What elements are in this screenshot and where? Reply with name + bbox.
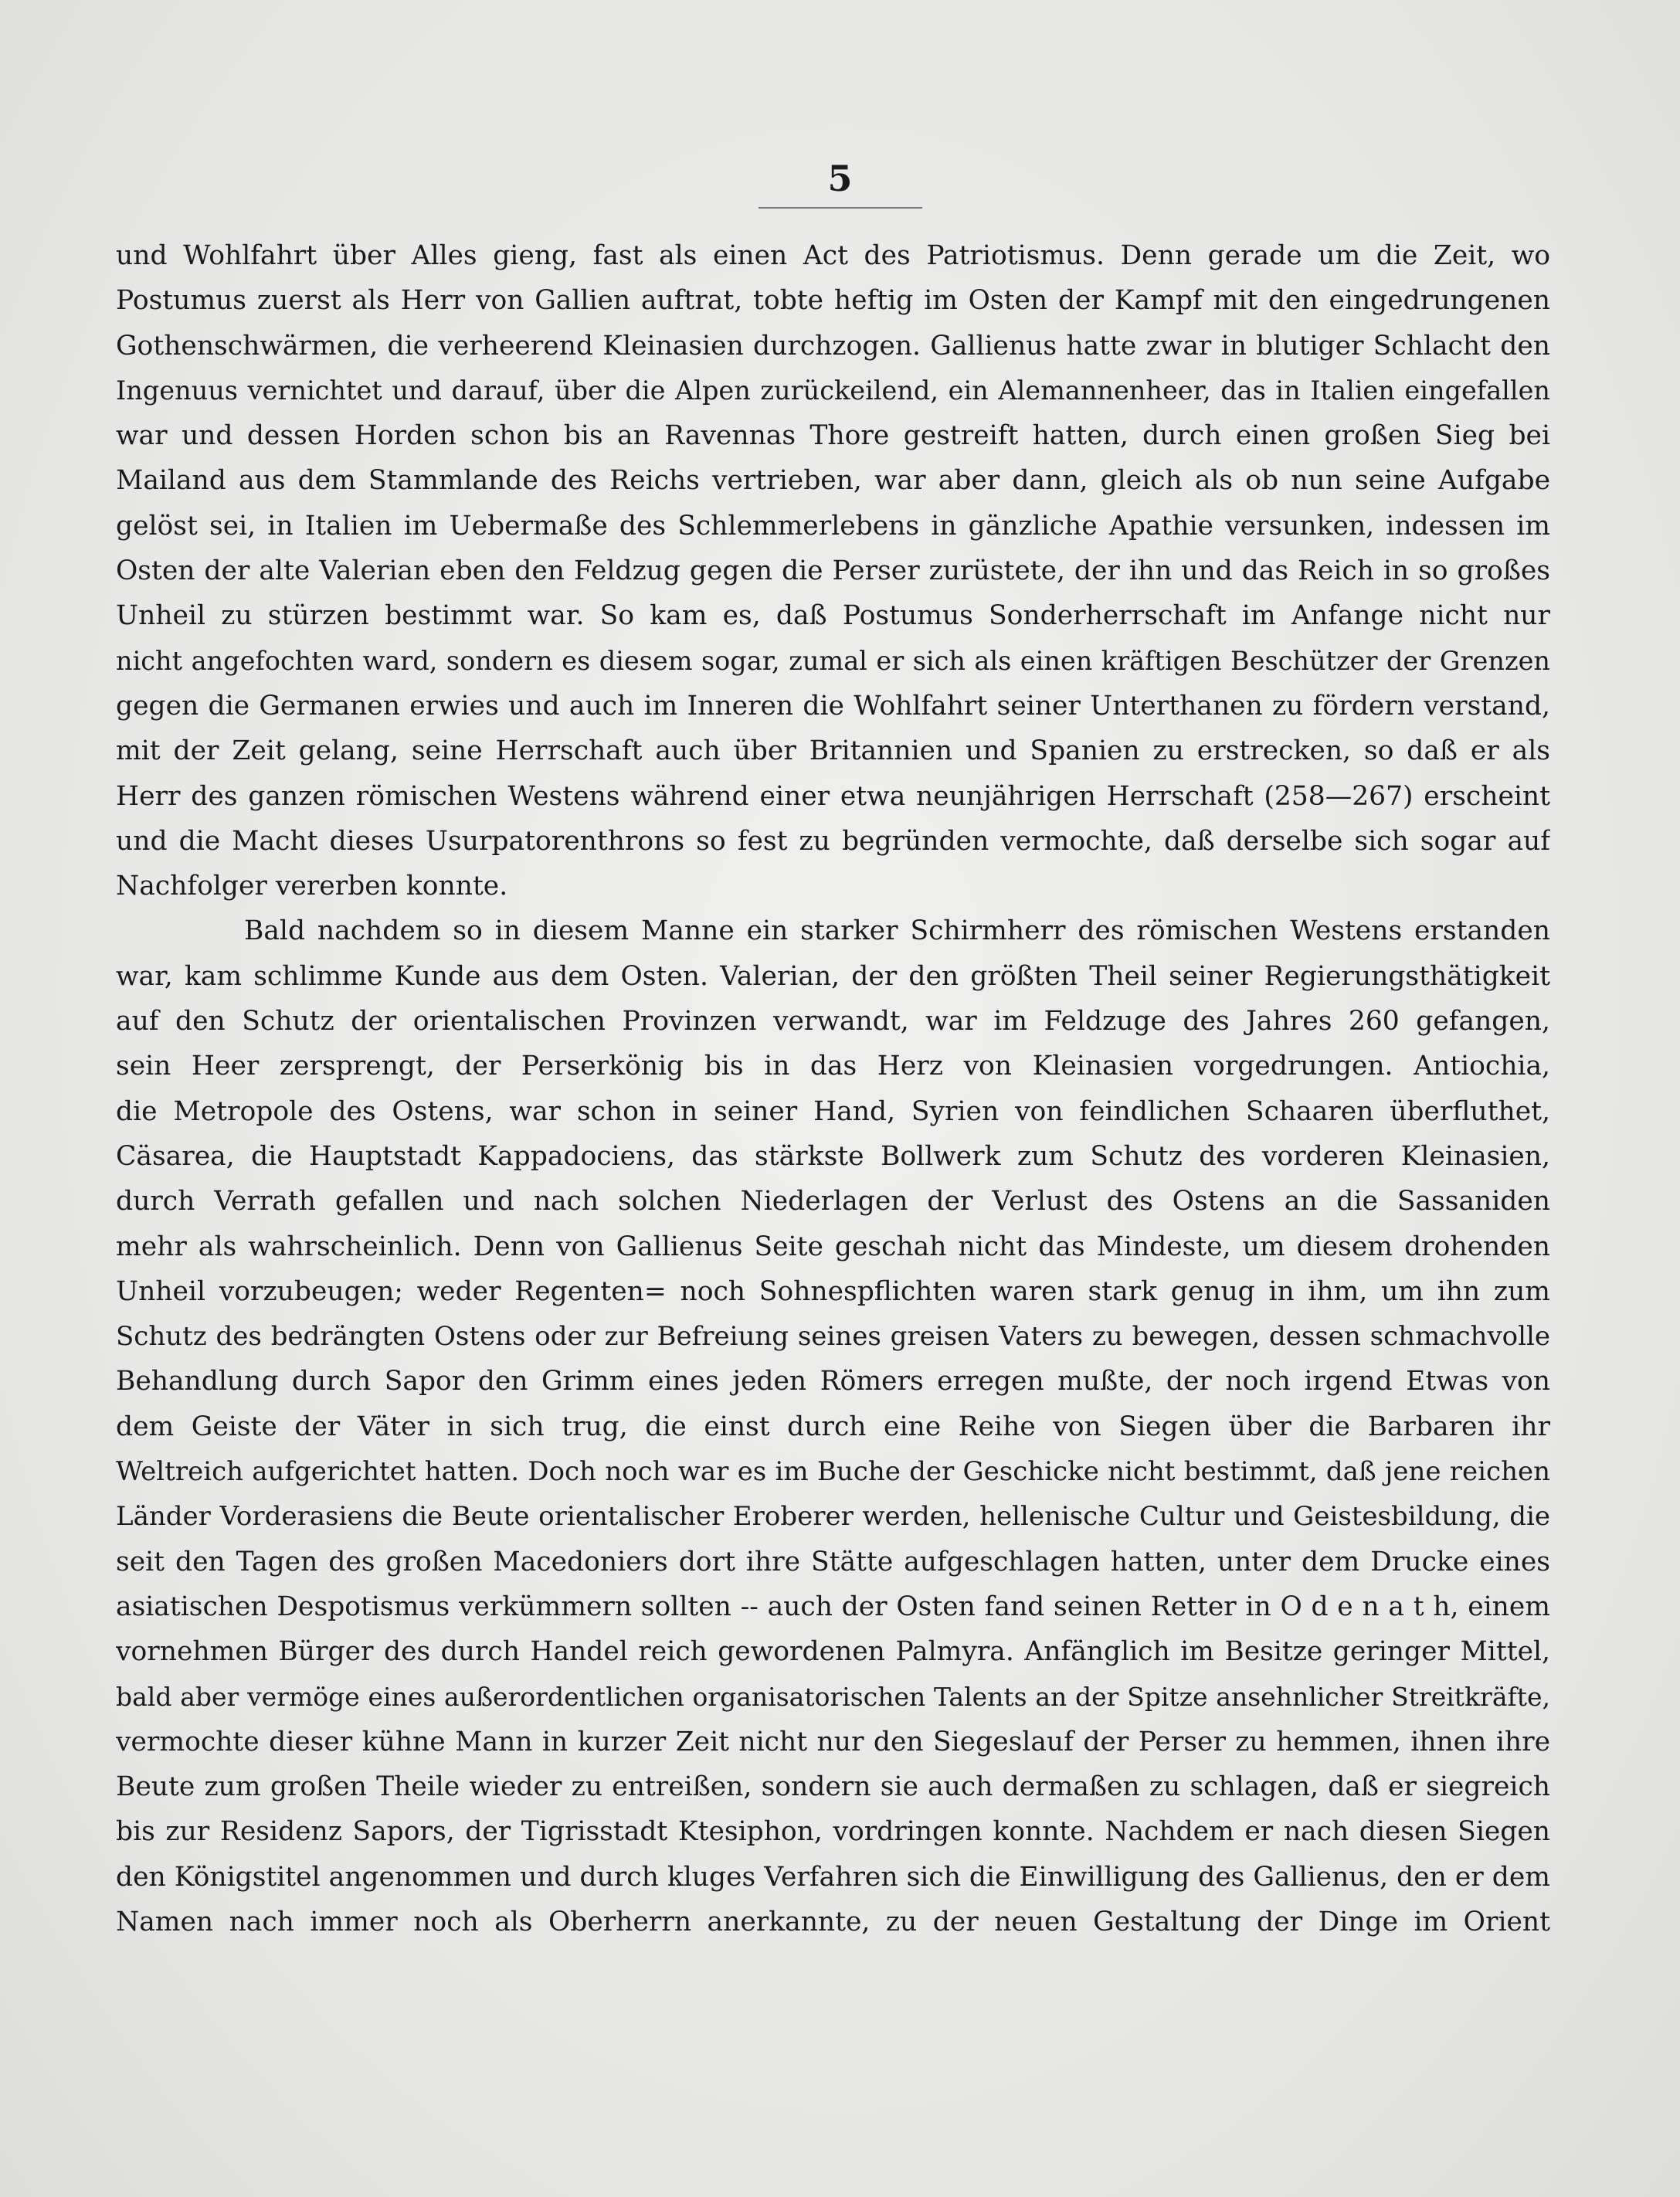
text-line-34: vermochte dieser kühne Mann in kurzer Zeit nicht nur den Siegeslauf der Perser zu hemmen, ihnen ihre	[116, 1726, 1550, 1757]
text-line-27: dem Geiste der Väter in sich trug, die einst durch eine Reihe von Siegen über die Barbaren ihr	[116, 1411, 1550, 1442]
text-line-4: Ingenuus vernichtet und darauf, über die Alpen zurückeilend, ein Alemannenheer, das in Italien eingefallen	[116, 375, 1550, 406]
body-text	[116, 233, 1550, 1944]
text-line-21: Cäsarea, die Hauptstadt Kappadociens, das stärkste Bollwerk zum Schutz des vorderen Kleinasien,	[116, 1140, 1550, 1172]
text-line-8: Osten der alte Valerian eben den Feldzug gegen die Perser zurüstete, der ihn und das Reich in so großes	[116, 555, 1550, 587]
text-line-28: Weltreich aufgerichtet hatten. Doch noch war es im Buche der Geschicke nicht bestimmt, daß jene reichen	[116, 1456, 1550, 1488]
text-line-20: die Metropole des Ostens, war schon in seiner Hand, Syrien von feindlichen Schaaren überfluthet,	[116, 1095, 1550, 1127]
text-line-1: und Wohlfahrt über Alles gieng, fast als einen Act des Patriotismus. Denn gerade um die Zeit, wo	[116, 240, 1550, 271]
text-line-11: gegen die Germanen erwies und auch im Inneren die Wohlfahrt seiner Unterthanen zu fördern verstand,	[116, 690, 1550, 722]
page-number: 5	[827, 158, 853, 199]
text-line-17: war, kam schlimme Kunde aus dem Osten. Valerian, der den größten Theil seiner Regierungsthätigkeit	[116, 960, 1550, 992]
text-line-14: und die Macht dieses Usurpatorenthrons so fest zu begründen vermochte, daß derselbe sich sogar auf	[116, 825, 1550, 857]
text-line-10: nicht angefochten ward, sondern es diesem sogar, zumal er sich als einen kräftigen Beschützer der Grenzen	[116, 645, 1550, 676]
text-line-24: Unheil vorzubeugen; weder Regenten= noch Sohnespflichten waren stark genug in ihm, um ihn zum	[116, 1275, 1550, 1307]
text-line-33: bald aber vermöge eines außerordentlichen organisatorischen Talents an der Spitze ansehnlicher Streitkräfte,	[116, 1681, 1550, 1712]
text-line-38: Namen nach immer noch als Oberherrn anerkannte, zu der neuen Gestaltung der Dinge im Orient	[116, 1906, 1550, 1937]
text-line-19: sein Heer zersprengt, der Perserkönig bis in das Herz von Kleinasien vorgedrungen. Antiochia,	[116, 1051, 1550, 1082]
text-line-5: war und dessen Horden schon bis an Ravennas Thore gestreift hatten, durch einen großen Sieg bei	[116, 420, 1550, 452]
text-line-6: Mailand aus dem Stammlande des Reichs vertrieben, war aber dann, gleich als ob nun seine Aufgabe	[116, 465, 1550, 497]
text-line-25: Schutz des bedrängten Ostens oder zur Befreiung seines greisen Vaters zu bewegen, dessen schmachvolle	[116, 1321, 1550, 1353]
text-line-7: gelöst sei, in Italien im Uebermaße des Schlemmerlebens in gänzliche Apathie versunken, indessen im	[116, 510, 1550, 542]
text-line-37: den Königstitel angenommen und durch kluges Verfahren sich die Einwilligung des Gallienus, den er dem	[116, 1861, 1550, 1893]
text-line-31: asiatischen Despotismus verkümmern sollten -- auch der Osten fand seinen Retter in O d e n a t h, einem	[116, 1591, 1550, 1622]
text-line-9: Unheil zu stürzen bestimmt war. So kam es, daß Postumus Sonderherrschaft im Anfange nicht nur	[116, 600, 1550, 632]
text-line-32: vornehmen Bürger des durch Handel reich gewordenen Palmyra. Anfänglich im Besitze geringer Mittel,	[116, 1636, 1550, 1668]
text-line-12: mit der Zeit gelang, seine Herrschaft auch über Britannien und Spanien zu erstrecken, so daß er als	[116, 735, 1550, 767]
header-rule	[759, 207, 922, 209]
text-line-16: Bald nachdem so in diesem Manne ein starker Schirmherr des römischen Westens erstanden	[244, 915, 1550, 947]
text-line-3: Gothenschwärmen, die verheerend Kleinasien durchzogen. Gallienus hatte zwar in blutiger Schlacht den	[116, 330, 1550, 362]
text-line-26: Behandlung durch Sapor den Grimm eines jeden Römers erregen mußte, der noch irgend Etwas von	[116, 1366, 1550, 1397]
text-line-13: Herr des ganzen römischen Westens während einer etwa neunjährigen Herrschaft (258—267) erscheint	[116, 780, 1550, 812]
text-line-23: mehr als wahrscheinlich. Denn von Gallienus Seite geschah nicht das Mindeste, um diesem drohenden	[116, 1231, 1550, 1262]
text-line-15: Nachfolger vererben konnte.	[116, 871, 508, 902]
text-line-18: auf den Schutz der orientalischen Provinzen verwandt, war im Feldzuge des Jahres 260 gefangen,	[116, 1006, 1550, 1037]
text-line-35: Beute zum großen Theile wieder zu entreißen, sondern sie auch dermaßen zu schlagen, daß er siegreich	[116, 1771, 1550, 1803]
text-line-30: seit den Tagen des großen Macedoniers dort ihre Stätte aufgeschlagen hatten, unter dem Drucke eines	[116, 1546, 1550, 1577]
text-line-36: bis zur Residenz Sapors, der Tigrisstadt Ktesiphon, vordringen konnte. Nachdem er nach diesen Siegen	[116, 1816, 1550, 1848]
text-line-22: durch Verrath gefallen und nach solchen Niederlagen der Verlust des Ostens an die Sassaniden	[116, 1186, 1550, 1217]
text-line-2: Postumus zuerst als Herr von Gallien auftrat, tobte heftig im Osten der Kampf mit den eingedrungenen	[116, 285, 1550, 317]
text-line-29: Länder Vorderasiens die Beute orientalischer Eroberer werden, hellenische Cultur und Geistesbildung, die	[116, 1501, 1550, 1533]
